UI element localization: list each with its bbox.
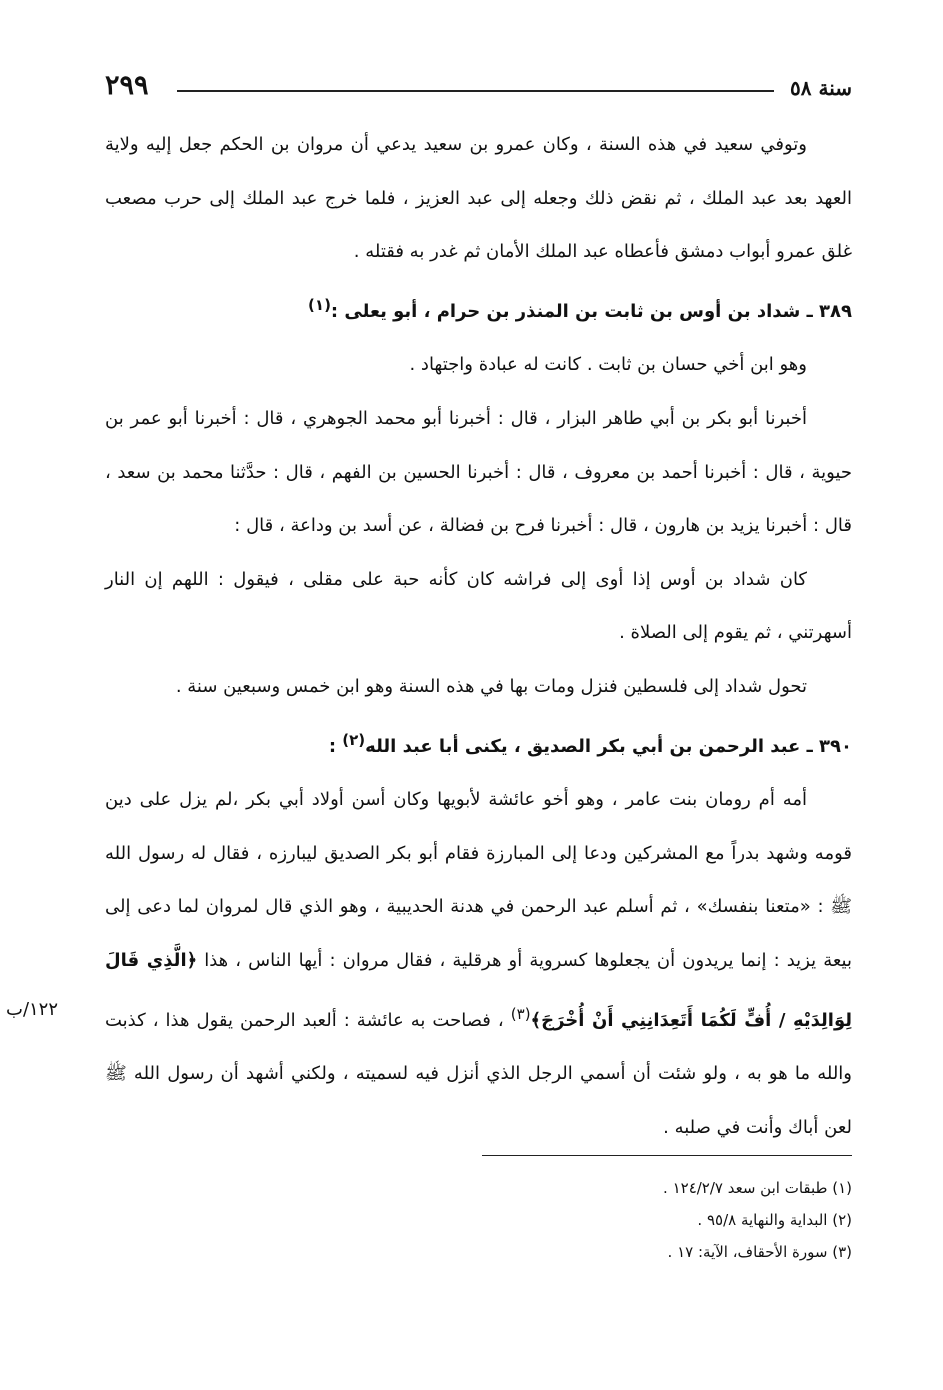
manuscript-folio-note: ١٢٢/ب [6,999,59,1020]
footnote-ref: (٢) [342,730,366,749]
entry-number: ٣٨٩ [819,300,852,322]
paragraph-text: ، فصاحت به عائشة : ألعبد الرحمن يقول هذا ، كذبت والله ما هو به ، ولو شئت أن أسمي الرجل الذي أنزل فيه لسميته ، ولكني أشهد أن رسول الله ﷺ لعن أباك وأنت في صلبه . [105,1009,852,1138]
entry-heading-389 [105,279,852,339]
body-text [105,118,852,1154]
footnote-ref: (٣) [510,1004,531,1023]
footnote-rule [482,1155,852,1156]
paragraph: كان شداد بن أوس إذا أوى إلى فراشه كان كأنه حبة على مقلى ، فيقول : اللهم إن النار أسهرتني ، ثم يقوم إلى الصلاة . [105,568,852,644]
header-rule [177,90,774,92]
page-number: ٢٩٩ [105,70,149,101]
entry-colon: : [328,735,343,757]
paragraph: وهو ابن أخي حسان بن ثابت . كانت له عبادة واجتهاد . [409,354,807,376]
entry-title: ـ عبد الرحمن بن أبي بكر الصديق ، يكنى أبا عبد الله [365,735,820,757]
isnad-paragraph: أخبرنا أبو بكر بن أبي طاهر البزار ، قال : أخبرنا أبو محمد الجوهري ، قال : أخبرنا أبو عمر بن حيوية ، قال : أخبرنا أحمد بن معروف ، قال : أخبرنا الحسين بن الفهم ، قال : حدَّثنا محمد بن سعد ، قال : أخبرنا يزيد بن هارون ، قال : أخبرنا فرح بن فضالة ، عن أسد بن وداعة ، قال : [105,407,852,537]
paragraph: وتوفي سعيد في هذه السنة ، وكان عمرو بن سعيد يدعي أن مروان بن الحكم جعل إليه ولاية العهد بعد عبد الملك ، ثم نقض ذلك وجعله إلى عبد العزيز ، فلما خرج عبد الملك إلى حرب مصعب غلق عمرو أبواب دمشق فأعطاه عبد الملك الأمان ثم غدر به فقتله . [105,134,852,263]
paragraph: تحول شداد إلى فلسطين فنزل ومات بها في هذه السنة وهو ابن خمس وسبعين سنة . [175,675,807,697]
running-head: سنة ٥٨ [790,76,852,100]
footnote-ref: (١) [308,295,331,314]
paragraph [105,773,852,1154]
page-header [105,68,852,108]
footnotes [432,1172,852,1268]
quran-quote: ﴿الَّذِي قَالَ لِوَالِدَيْهِ / أُفٍّ لَكُمَا أَتَعِدَانِنِي أَنْ أُخْرَجَ﴾ [105,949,853,1031]
entry-number: ٣٩٠ [819,735,852,757]
footnote: (١) طبقات ابن سعد ١٢٤/٢/٧ . [663,1179,852,1197]
entry-title: ـ شداد بن أوس بن ثابت بن المنذر بن حرام ، أبو يعلى : [330,300,820,322]
footnote: (٣) سورة الأحقاف، الآية: ١٧ . [667,1243,852,1261]
paragraph-text: أمه أم رومان بنت عامر ، وهو أخو عائشة لأبويها وكان أسن أولاد أبي بكر ،لم يزل على دين قومه وشهد بدراً مع المشركين ودعا إلى المبارزة فقام أبو بكر الصديق ليبارزه ، فقال له رسول الله ﷺ : «متعنا بنفسك» ، ثم أسلم عبد الرحمن في هدنة الحديبية ، وهو الذي قال لمروان لما دعى إلى بيعة يزيد : إنما يريدون أن يجعلوها كسروية أو هرقلية ، فقال مروان : أيها الناس ، هذا [105,789,852,971]
footnote: (٢) البداية والنهاية ٩٥/٨ . [697,1211,852,1229]
entry-heading-390 [105,714,852,774]
